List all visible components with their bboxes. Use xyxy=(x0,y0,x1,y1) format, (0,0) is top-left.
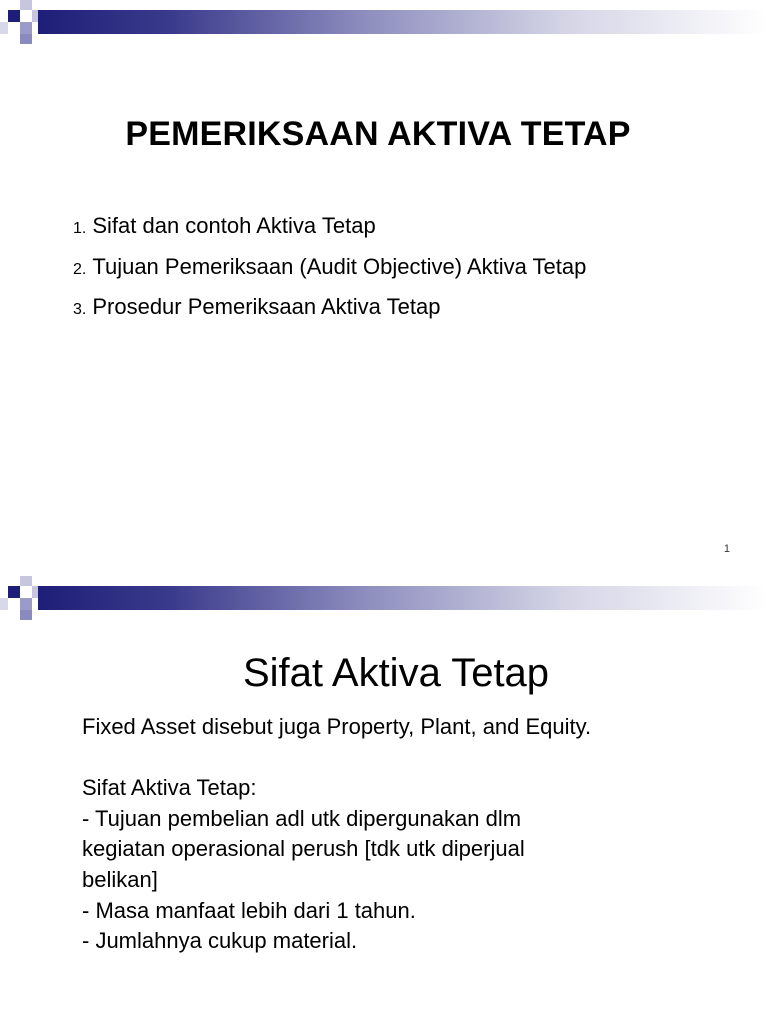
banner-square-decoration xyxy=(20,22,32,34)
agenda-list xyxy=(73,207,586,329)
banner-square-decoration xyxy=(0,598,8,610)
agenda-item-text: Prosedur Pemeriksaan Aktiva Tetap xyxy=(92,294,441,319)
banner-gradient-bar xyxy=(38,10,768,34)
body-line: kegiatan operasional perush [tdk utk diperjual xyxy=(82,836,525,862)
banner-square-decoration xyxy=(0,22,8,34)
banner-square-decoration xyxy=(20,34,32,44)
intro-text: Fixed Asset disebut juga Property, Plant, and Equity. xyxy=(82,714,592,739)
agenda-item-text: Tujuan Pemeriksaan (Audit Objective) Aktiva Tetap xyxy=(92,253,587,279)
slide-title: Sifat Aktiva Tetap xyxy=(242,651,550,696)
body-line: - Tujuan pembelian adl utk dipergunakan dlm xyxy=(82,805,522,831)
slide-banner xyxy=(0,0,768,45)
slide-title: PEMERIKSAAN AKTIVA TETAP xyxy=(125,114,631,153)
slide-banner xyxy=(0,576,768,621)
agenda-item xyxy=(73,207,586,248)
agenda-item xyxy=(73,288,586,329)
agenda-item-number: 2. xyxy=(73,260,87,278)
subheading: Sifat Aktiva Tetap: xyxy=(82,775,257,801)
banner-square-decoration xyxy=(8,10,20,22)
agenda-item-text: Sifat dan contoh Aktiva Tetap xyxy=(92,213,376,238)
banner-square-decoration xyxy=(20,0,32,10)
page-number: 1 xyxy=(723,543,730,555)
banner-square-decoration xyxy=(20,598,32,610)
slide-2 xyxy=(0,576,768,1024)
agenda-item-number: 3. xyxy=(73,301,87,318)
body-line: - Masa manfaat lebih dari 1 tahun. xyxy=(82,897,416,923)
body-line: - Jumlahnya cukup material. xyxy=(82,928,358,954)
banner-square-decoration xyxy=(20,610,32,620)
agenda-item xyxy=(73,248,586,289)
banner-gradient-bar xyxy=(38,586,768,610)
banner-square-decoration xyxy=(8,586,20,598)
body-line: belikan] xyxy=(82,866,158,892)
slide-body xyxy=(82,712,722,957)
banner-square-decoration xyxy=(20,576,32,586)
agenda-item-number: 1. xyxy=(73,220,87,237)
paragraph-spacer xyxy=(82,743,722,774)
